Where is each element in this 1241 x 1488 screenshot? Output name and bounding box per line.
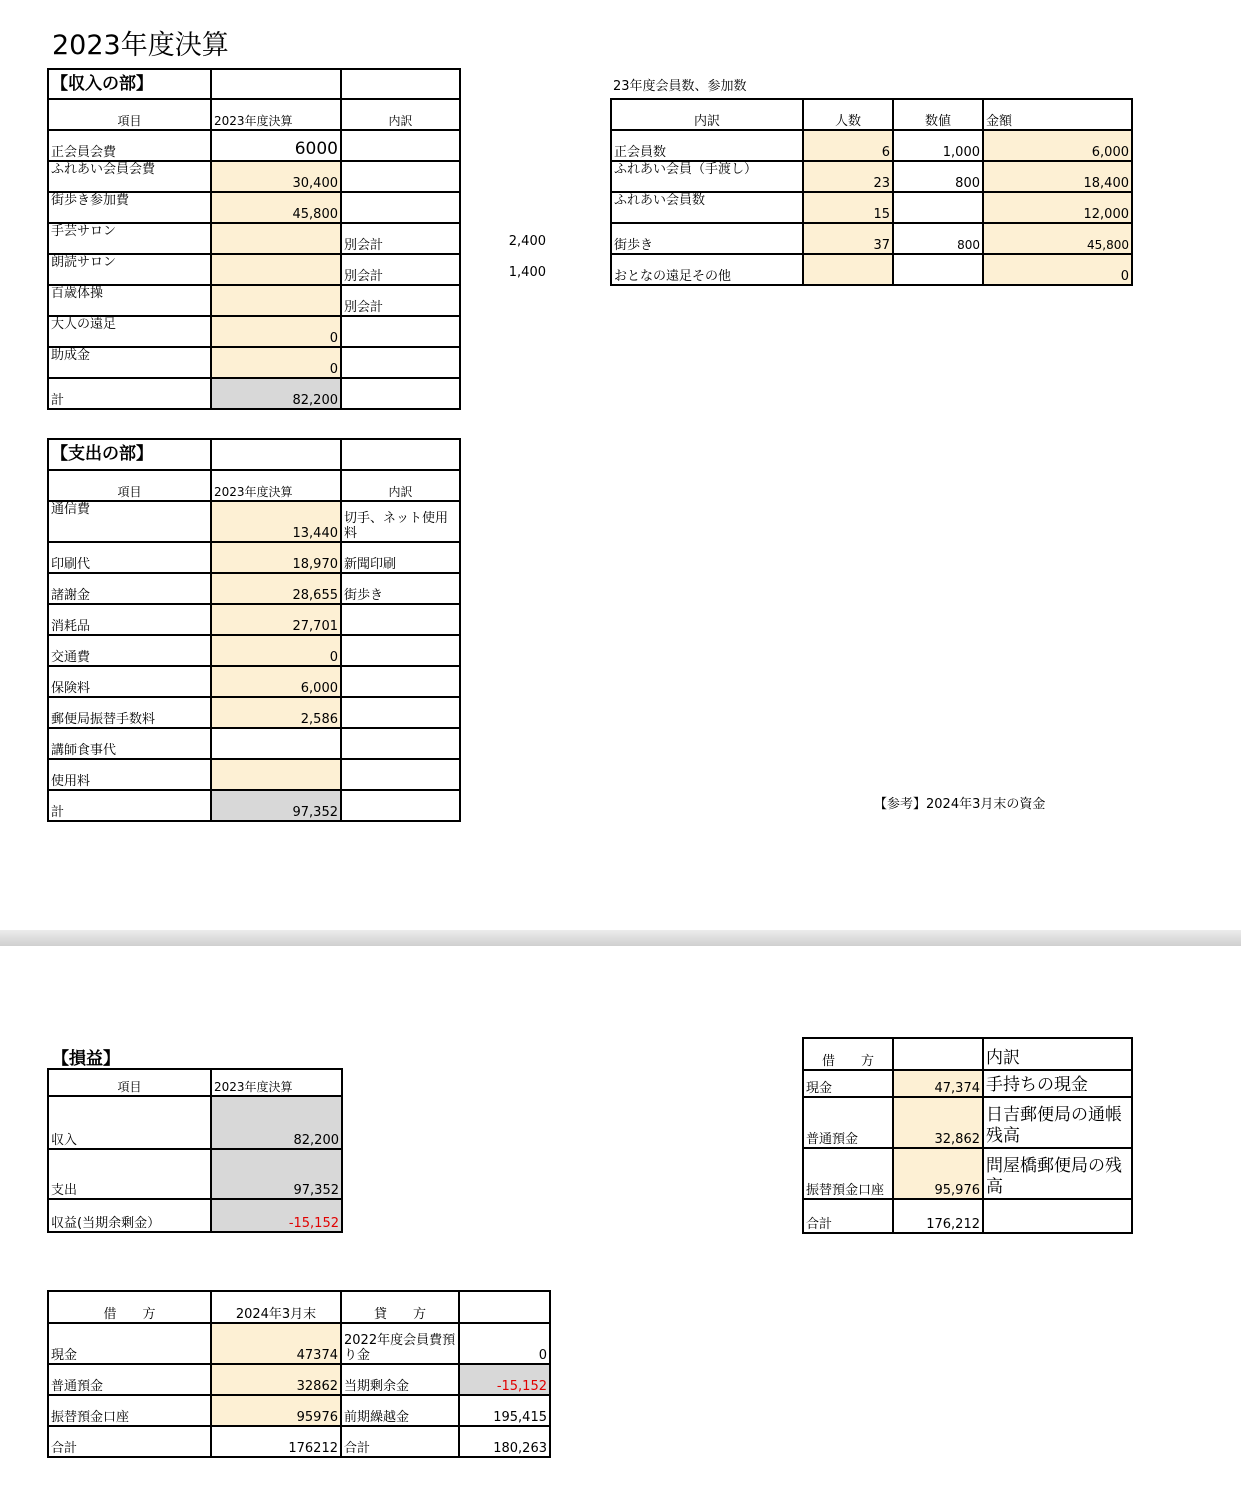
row-note: [341, 666, 460, 697]
reference-note: 【参考】2024年3月末の資金: [874, 797, 1046, 812]
members-caption: 23年度会員数、参加数: [613, 79, 747, 94]
row-label: 印刷代: [48, 542, 211, 573]
total-value: 82,200: [211, 378, 341, 409]
row-value: 30,400: [211, 161, 341, 192]
row-value: 28,655: [211, 573, 341, 604]
row-value: [211, 759, 341, 790]
expense-table: [47, 438, 461, 822]
credit-label: 前期繰越金: [341, 1395, 459, 1426]
row-value: 0: [211, 635, 341, 666]
row-label: 交通費: [48, 635, 211, 666]
row-note: 問屋橋郵便局の残高: [983, 1148, 1132, 1199]
unit-value: 800: [893, 161, 983, 192]
amount: 45,800: [983, 223, 1132, 254]
row-value: [211, 254, 341, 285]
people-count: 23: [803, 161, 893, 192]
row-note: [341, 697, 460, 728]
row-value: 45,800: [211, 192, 341, 223]
col-header: 2023年度決算: [211, 1069, 342, 1096]
members-table: [610, 98, 1133, 286]
row-note: 新聞印刷: [341, 542, 460, 573]
row-note: 街歩き: [341, 573, 460, 604]
row-label: 普通預金: [803, 1097, 893, 1148]
row-note: [341, 635, 460, 666]
credit-label: 2022年度会員費預り金: [341, 1323, 459, 1364]
row-label: 振替預金口座: [803, 1148, 893, 1199]
total-value: 180,263: [459, 1426, 550, 1457]
credit-label: 当期剰余金: [341, 1364, 459, 1395]
row-label: 正会員数: [611, 130, 803, 161]
row-label: 収入: [48, 1096, 211, 1149]
side-value: 2,400: [508, 234, 546, 249]
row-label: 街歩き: [611, 223, 803, 254]
row-note: [341, 759, 460, 790]
row-label: 通信費: [48, 501, 211, 542]
people-count: [803, 254, 893, 285]
col-header: [893, 1038, 983, 1070]
row-note: 手持ちの現金: [983, 1070, 1132, 1097]
row-value: 2,586: [211, 697, 341, 728]
row-value: [211, 728, 341, 759]
row-label: ふれあい会員数: [611, 192, 803, 223]
col-header: 貸 方: [341, 1291, 459, 1323]
side-value: 1,400: [508, 265, 546, 280]
col-header: 内訳: [983, 1038, 1132, 1070]
people-count: 6: [803, 130, 893, 161]
credit-value: 195,415: [459, 1395, 550, 1426]
row-note: [341, 192, 460, 223]
row-label: 郵便局振替手数料: [48, 697, 211, 728]
col-header: 借 方: [48, 1291, 211, 1323]
row-label: 収益(当期余剰金）: [48, 1199, 211, 1232]
row-label: 講師食事代: [48, 728, 211, 759]
row-note: 別会計: [341, 223, 460, 254]
unit-value: 800: [893, 223, 983, 254]
row-label: 消耗品: [48, 604, 211, 635]
col-header: 2023年度決算: [211, 99, 341, 130]
row-label: 百歳体操: [48, 285, 211, 316]
pl-table: [47, 1068, 343, 1233]
total-label: 合計: [803, 1199, 893, 1233]
row-note: [341, 604, 460, 635]
row-note: 日吉郵便局の通帳残高: [983, 1097, 1132, 1148]
row-label: 正会員会費: [48, 130, 211, 161]
row-value: 95,976: [893, 1148, 983, 1199]
row-label: 助成金: [48, 347, 211, 378]
row-value: 47,374: [893, 1070, 983, 1097]
debit-label: 普通預金: [48, 1364, 211, 1395]
col-header: 内訳: [341, 470, 460, 501]
col-header: 内訳: [611, 99, 803, 130]
row-label: ふれあい会員（手渡し）: [611, 161, 803, 192]
funds-table: [802, 1037, 1133, 1234]
debit-value: 95976: [211, 1395, 341, 1426]
row-value: 13,440: [211, 501, 341, 542]
col-header: 項目: [48, 470, 211, 501]
amount: 18,400: [983, 161, 1132, 192]
page-break: [0, 930, 1241, 946]
debit-value: 47374: [211, 1323, 341, 1364]
unit-value: [893, 192, 983, 223]
row-label: 街歩き参加費: [48, 192, 211, 223]
row-value: -15,152: [211, 1199, 342, 1232]
income-header: 【収入の部】: [48, 69, 211, 99]
row-note: [341, 728, 460, 759]
col-header: 金額: [983, 99, 1132, 130]
row-value: 6,000: [211, 666, 341, 697]
row-value: 27,701: [211, 604, 341, 635]
row-note: [341, 130, 460, 161]
row-value: [211, 285, 341, 316]
total-label: 計: [48, 790, 211, 821]
income-table: [47, 68, 461, 410]
total-value: 176212: [211, 1426, 341, 1457]
row-note: 別会計: [341, 254, 460, 285]
total-value: 97,352: [211, 790, 341, 821]
total-label: 合計: [48, 1426, 211, 1457]
amount: 12,000: [983, 192, 1132, 223]
row-label: 手芸サロン: [48, 223, 211, 254]
row-note: 別会計: [341, 285, 460, 316]
row-label: 支出: [48, 1149, 211, 1199]
row-value: 18,970: [211, 542, 341, 573]
row-value: 0: [211, 316, 341, 347]
row-note: [341, 790, 460, 821]
pl-header: 【損益】: [52, 1049, 120, 1069]
unit-value: 1,000: [893, 130, 983, 161]
people-count: 15: [803, 192, 893, 223]
people-count: 37: [803, 223, 893, 254]
col-header: 項目: [48, 99, 211, 130]
balance-table: [47, 1290, 551, 1458]
amount: 0: [983, 254, 1132, 285]
col-header: 内訳: [341, 99, 460, 130]
total-value: 176,212: [893, 1199, 983, 1233]
row-value: 0: [211, 347, 341, 378]
credit-value: -15,152: [459, 1364, 550, 1395]
row-value: 82,200: [211, 1096, 342, 1149]
total-label: 合計: [341, 1426, 459, 1457]
row-label: 保険料: [48, 666, 211, 697]
row-label: 使用料: [48, 759, 211, 790]
row-value: 6000: [211, 130, 341, 161]
row-note: [341, 316, 460, 347]
col-header: 項目: [48, 1069, 211, 1096]
unit-value: [893, 254, 983, 285]
row-label: 朗読サロン: [48, 254, 211, 285]
row-note: [341, 378, 460, 409]
row-note: 切手、ネット使用料: [341, 501, 460, 542]
row-value: [211, 223, 341, 254]
page-title: 2023年度決算: [52, 30, 229, 61]
debit-label: 現金: [48, 1323, 211, 1364]
row-label: 諸謝金: [48, 573, 211, 604]
total-label: 計: [48, 378, 211, 409]
col-header: 人数: [803, 99, 893, 130]
row-note: [983, 1199, 1132, 1233]
row-value: 97,352: [211, 1149, 342, 1199]
col-header: [459, 1291, 550, 1323]
col-header: 借 方: [803, 1038, 893, 1070]
debit-label: 振替預金口座: [48, 1395, 211, 1426]
amount: 6,000: [983, 130, 1132, 161]
col-header: 2024年3月末: [211, 1291, 341, 1323]
row-note: [341, 161, 460, 192]
row-label: 現金: [803, 1070, 893, 1097]
col-header: 数値: [893, 99, 983, 130]
col-header: 2023年度決算: [211, 470, 341, 501]
row-label: 大人の遠足: [48, 316, 211, 347]
row-value: 32,862: [893, 1097, 983, 1148]
row-note: [341, 347, 460, 378]
row-label: おとなの遠足その他: [611, 254, 803, 285]
expense-header: 【支出の部】: [48, 439, 211, 470]
credit-value: 0: [459, 1323, 550, 1364]
debit-value: 32862: [211, 1364, 341, 1395]
row-label: ふれあい会員会費: [48, 161, 211, 192]
